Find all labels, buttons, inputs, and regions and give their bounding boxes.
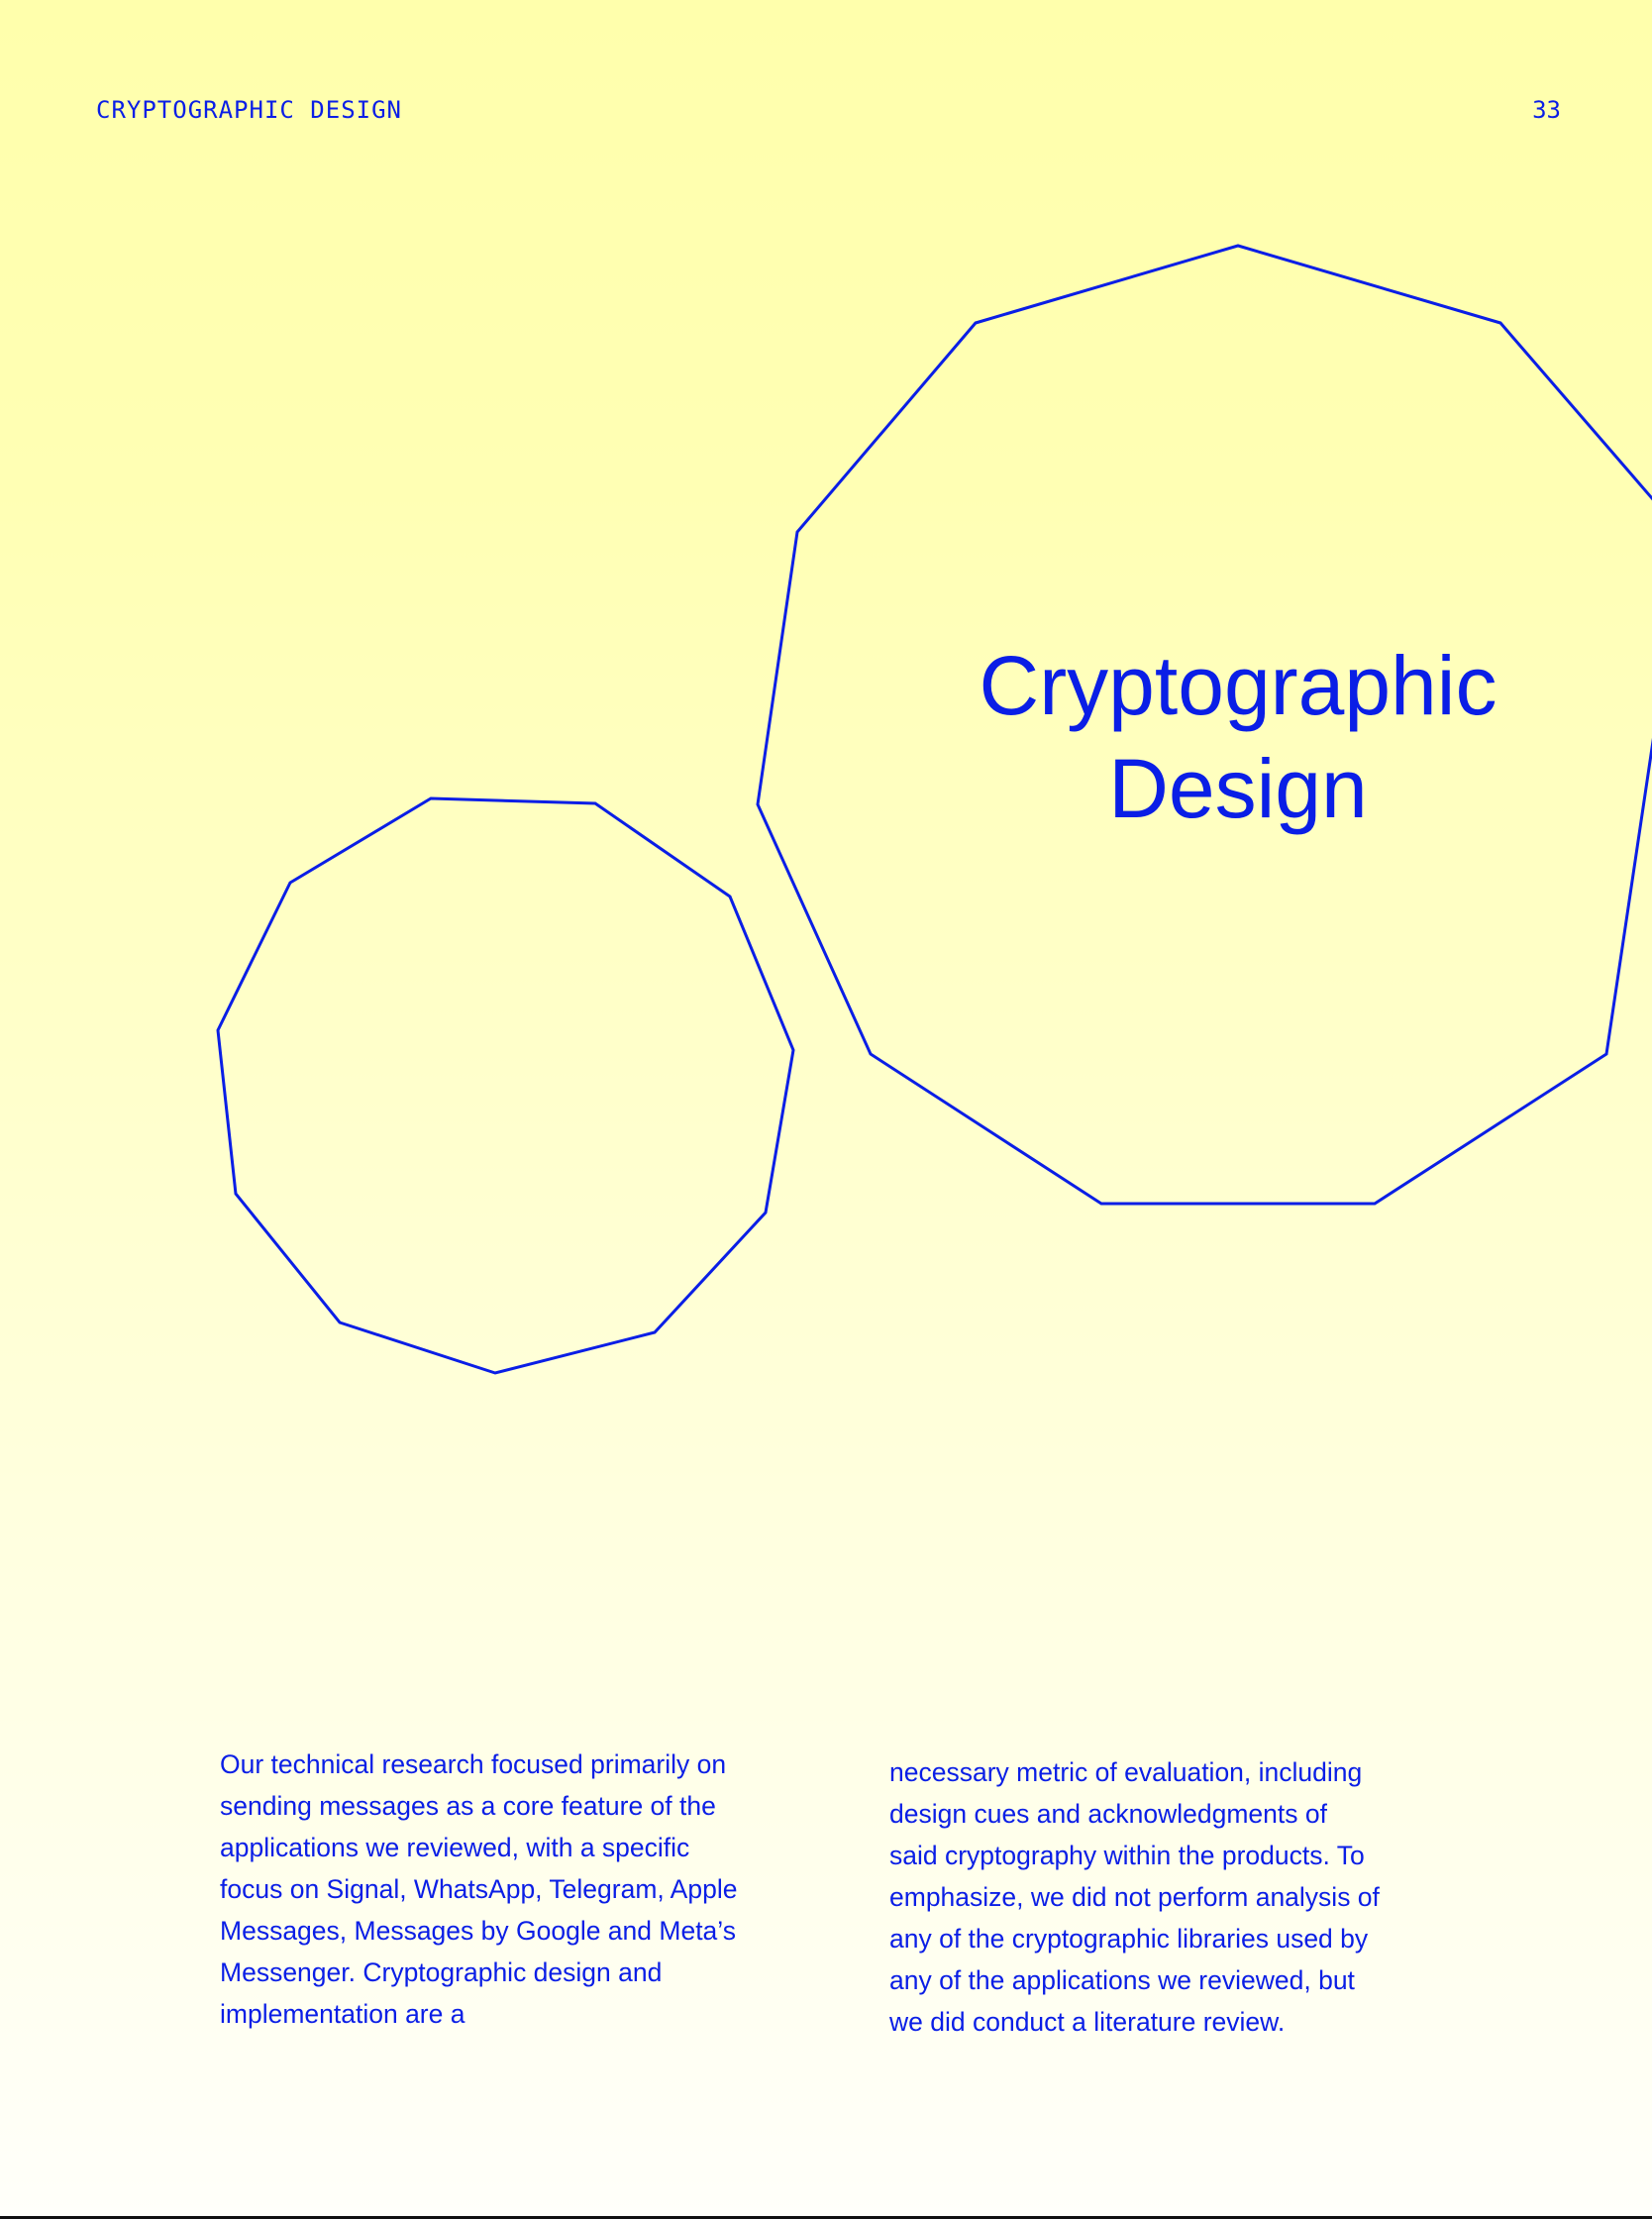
- page-number: 33: [1532, 96, 1561, 124]
- body-line: emphasize, we did not perform analysis of: [889, 1882, 1380, 1912]
- body-line: any of the cryptographic libraries used by: [889, 1924, 1369, 1954]
- body-line: said cryptography within the products. To: [889, 1841, 1365, 1870]
- chapter-title: [891, 634, 1585, 840]
- body-line: necessary metric of evaluation, including: [889, 1757, 1363, 1787]
- body-line: any of the applications we reviewed, but: [889, 1965, 1355, 1995]
- body-line: design cues and acknowledgments of: [889, 1799, 1327, 1829]
- chapter-title-line-2: Design: [1108, 742, 1368, 835]
- body-text-left-column: [220, 1744, 834, 2035]
- body-line: applications we reviewed, with a specific: [220, 1833, 690, 1862]
- body-text-right-column: [889, 1751, 1484, 2043]
- chapter-title-line-1: Cryptographic: [979, 639, 1497, 732]
- body-line: implementation are a: [220, 1999, 465, 2029]
- body-line: sending messages as a core feature of the: [220, 1791, 716, 1821]
- body-line: Messenger. Cryptographic design and: [220, 1957, 663, 1987]
- body-line: Messages, Messages by Google and Meta’s: [220, 1916, 736, 1946]
- body-line: we did conduct a literature review.: [889, 2007, 1286, 2037]
- running-header-title: CRYPTOGRAPHIC DESIGN: [96, 96, 402, 124]
- body-line: focus on Signal, WhatsApp, Telegram, Apple: [220, 1874, 738, 1904]
- small-polygon-outline: [218, 798, 793, 1373]
- body-line: Our technical research focused primarily on: [220, 1749, 727, 1779]
